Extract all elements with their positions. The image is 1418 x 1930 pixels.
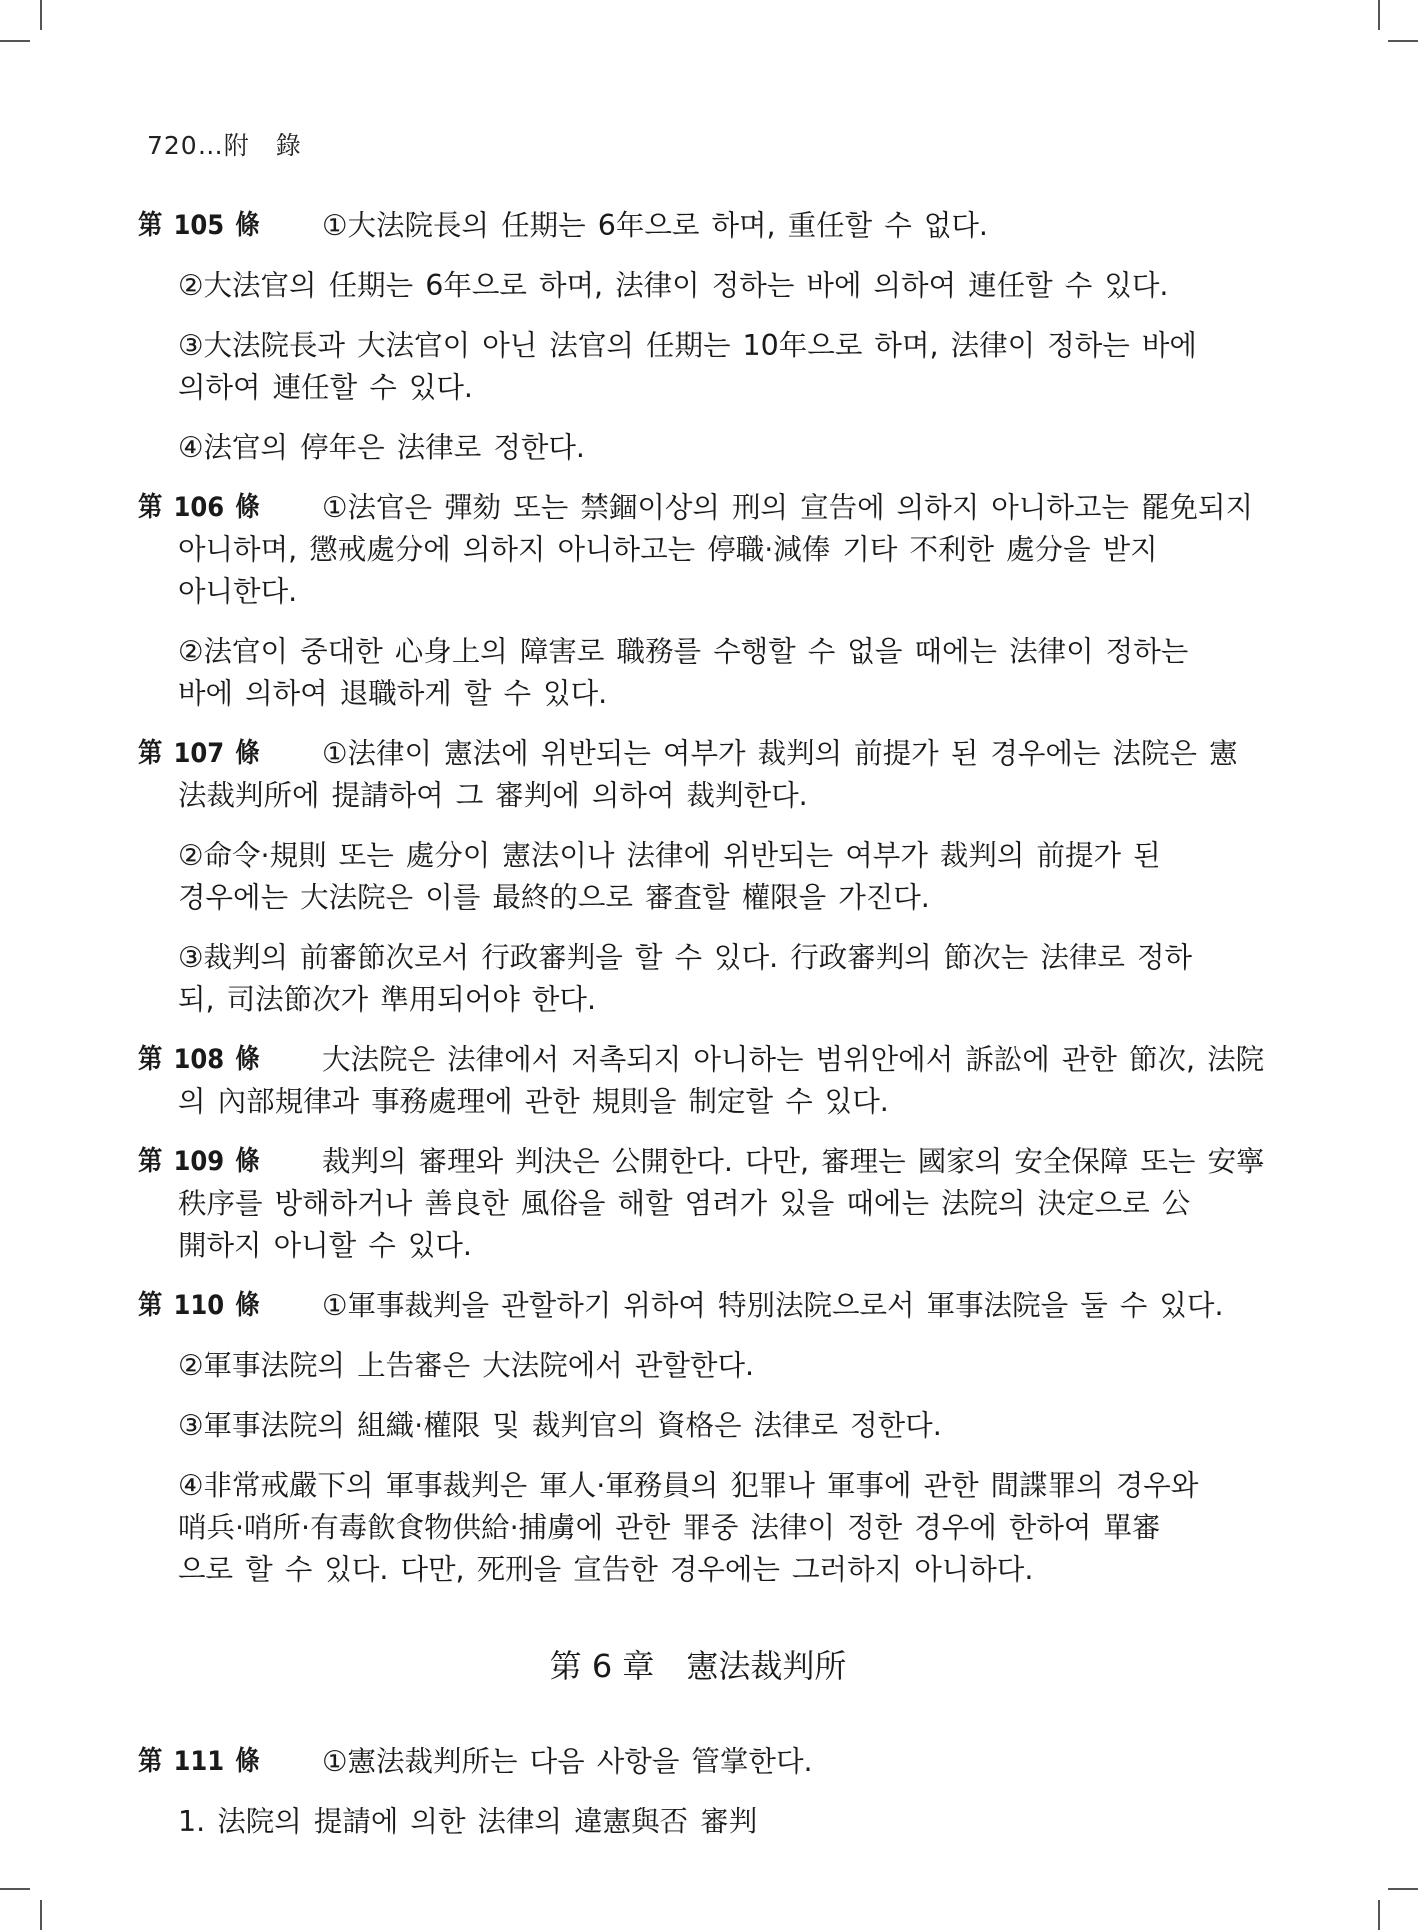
article-line: 아니한다.: [178, 575, 298, 608]
crop-mark: [1378, 1900, 1380, 1930]
article-line: [138, 205, 1243, 247]
article-line: ③軍事法院의 組織·權限 및 裁判官의 資格은 法律로 정한다.: [178, 1409, 942, 1442]
article: [138, 733, 1243, 1021]
articles-top: [138, 205, 1265, 1591]
article-line: 아니하며, 懲戒處分에 의하지 아니하고는 停職·減俸 기타 不利한 處分을 받지: [178, 533, 1158, 566]
article-line: [138, 1285, 1243, 1327]
article: [138, 1741, 1243, 1843]
article-line: 경우에는 大法院은 이를 最終的으로 審査할 權限을 가진다.: [178, 881, 930, 914]
paragraph-gap: [178, 1387, 1243, 1405]
article-line: 1. 法院의 提請에 의한 法律의 違憲與否 審判: [178, 1805, 758, 1838]
article-text: ①大法院長의 任期는 6年으로 하며, 重任할 수 없다.: [322, 209, 988, 242]
crop-mark: [0, 1888, 30, 1890]
chapter-heading: 第 6 章 憲法裁判所: [549, 1647, 847, 1685]
article-line: ④法官의 停年은 法律로 정한다.: [178, 431, 585, 464]
article: [138, 1039, 1265, 1123]
article-line: 開하지 아니할 수 있다.: [178, 1229, 472, 1262]
article-line: ④非常戒嚴下의 軍事裁判은 軍人·軍務員의 犯罪나 軍事에 관한 間諜罪의 경우와: [178, 1469, 1199, 1502]
article-number: 第 105 條: [138, 210, 260, 241]
article-line: 되, 司法節次가 準用되어야 한다.: [178, 983, 597, 1016]
article: [138, 487, 1254, 715]
paragraph-gap: [178, 1447, 1243, 1465]
article-line: ②軍事法院의 上告審은 大法院에서 관할한다.: [178, 1349, 755, 1382]
article-line: ③大法院長과 大法官이 아닌 法官의 任期는 10年으로 하며, 法律이 정하는 바에: [178, 329, 1197, 362]
paragraph-gap: [178, 1327, 1243, 1345]
paragraph-gap: [178, 817, 1243, 835]
article: [138, 1285, 1243, 1591]
article-line: 의 內部規律과 事務處理에 관한 規則을 制定할 수 있다.: [178, 1085, 889, 1118]
paragraph-gap: [178, 1783, 1243, 1801]
article-line: [138, 1141, 1265, 1183]
article-line: ②法官이 중대한 心身上의 障害로 職務를 수행할 수 없을 때에는 法律이 정하는: [178, 635, 1189, 668]
article-number: 第 108 條: [138, 1044, 260, 1075]
paragraph-gap: [178, 919, 1243, 937]
crop-mark: [40, 1900, 42, 1930]
article-number: 第 111 條: [138, 1746, 260, 1777]
article-line: 으로 할 수 있다. 다만, 死刑을 宣告한 경우에는 그러하지 아니하다.: [178, 1553, 1034, 1586]
crop-mark: [0, 40, 30, 42]
article-line: 의하여 連任할 수 있다.: [178, 371, 473, 404]
article-line: [138, 733, 1243, 775]
article-text: 大法院은 法律에서 저촉되지 아니하는 범위안에서 訴訟에 관한 節次, 法院: [322, 1043, 1265, 1076]
article-line: [138, 487, 1254, 529]
article-line: 秩序를 방해하거나 善良한 風俗을 해할 염려가 있을 때에는 法院의 決定으로 公: [178, 1187, 1191, 1220]
article-line: [138, 1741, 1243, 1783]
article-number: 第 107 條: [138, 738, 260, 769]
running-head: 720…附 錄: [147, 131, 302, 160]
article-text: ①憲法裁判所는 다음 사항을 管掌한다.: [322, 1745, 813, 1778]
crop-mark: [1388, 40, 1418, 42]
article-line: 法裁判所에 提請하여 그 審判에 의하여 裁判한다.: [178, 779, 808, 812]
paragraph-gap: [178, 409, 1243, 427]
article: [138, 205, 1243, 469]
article-text: ①法官은 彈劾 또는 禁錮이상의 刑의 宣告에 의하지 아니하고는 罷免되지: [322, 491, 1254, 524]
paragraph-gap: [178, 613, 1243, 631]
article-text: 裁判의 審理와 判決은 公開한다. 다만, 審理는 國家의 安全保障 또는 安寧: [322, 1145, 1265, 1178]
paragraph-gap: [178, 307, 1243, 325]
article-line: ②大法官의 任期는 6年으로 하며, 法律이 정하는 바에 의하여 連任할 수 있다.: [178, 269, 1169, 302]
article-line: 哨兵·哨所·有毒飮食物供給·捕虜에 관한 罪중 法律이 정한 경우에 한하여 單審: [178, 1511, 1161, 1544]
article-line: 바에 의하여 退職하게 할 수 있다.: [178, 677, 608, 710]
page-body: [138, 205, 1265, 1861]
crop-mark: [40, 0, 42, 30]
articles-bottom: [138, 1741, 1243, 1843]
crop-mark: [1378, 0, 1380, 30]
article: [138, 1141, 1265, 1267]
article-number: 第 109 條: [138, 1146, 260, 1177]
crop-mark: [1388, 1888, 1418, 1890]
article-text: ①軍事裁判을 관할하기 위하여 特別法院으로서 軍事法院을 둘 수 있다.: [322, 1289, 1224, 1322]
article-line: [138, 1039, 1265, 1081]
paragraph-gap: [178, 247, 1243, 265]
article-line: ②命令·規則 또는 處分이 憲法이나 法律에 위반되는 여부가 裁判의 前提가 된: [178, 839, 1161, 872]
article-line: ③裁判의 前審節次로서 行政審判을 할 수 있다. 行政審判의 節次는 法律로 정하: [178, 941, 1193, 974]
article-number: 第 106 條: [138, 492, 260, 523]
article-text: ①法律이 憲法에 위반되는 여부가 裁判의 前提가 된 경우에는 法院은 憲: [322, 737, 1238, 770]
article-number: 第 110 條: [138, 1290, 260, 1321]
